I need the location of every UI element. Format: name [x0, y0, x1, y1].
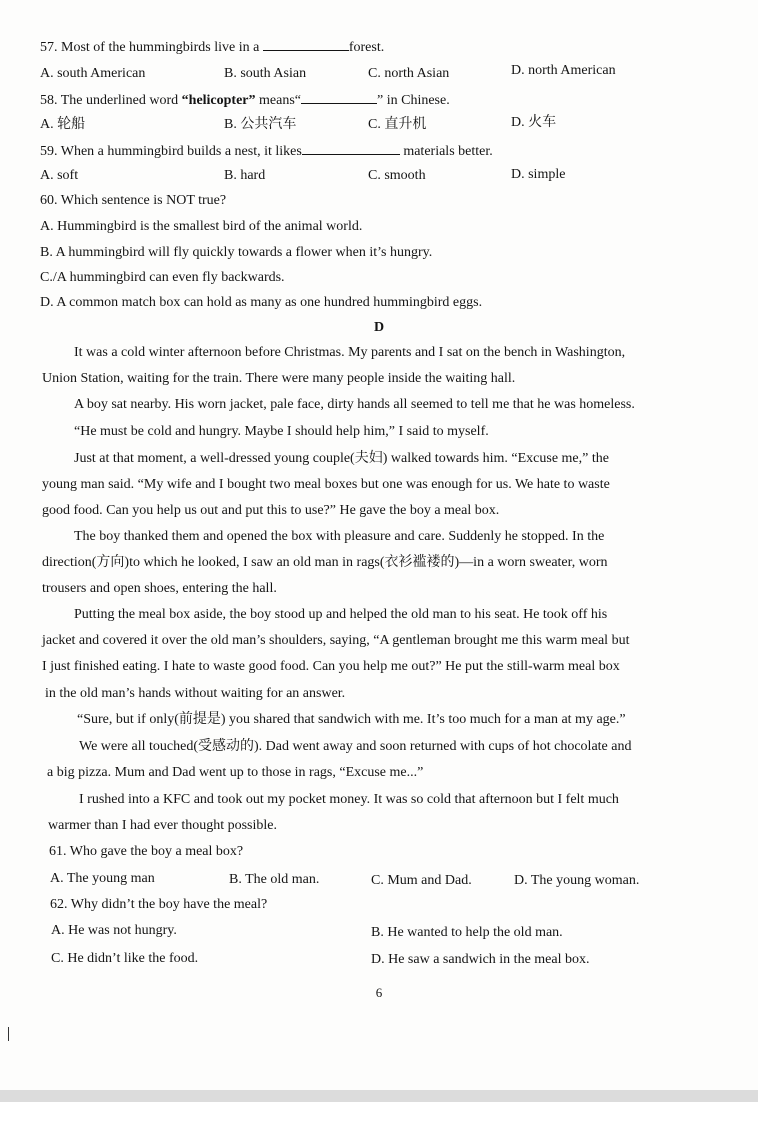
question-57-option-b: B. south Asian: [224, 66, 307, 81]
answer-blank: [263, 38, 349, 51]
question-61-stem: 61. Who gave the boy a meal box?: [49, 844, 244, 859]
question-62-stem: 62. Why didn’t the boy have the meal?: [50, 897, 268, 912]
passage-line: Just at that moment, a well-dressed young couple(夫妇) walked towards him. “Excuse me,” the: [74, 451, 609, 466]
passage-line: direction(方向)to which he looked, I saw an old man in rags(衣衫褴褛的)—in a worn sweater, worn: [42, 555, 608, 570]
passage-line: A boy sat nearby. His worn jacket, pale face, dirty hands all seemed to tell me that he was homeless.: [74, 397, 635, 412]
passage-line: We were all touched(受感动的). Dad went away and soon returned with cups of hot chocolate and: [79, 739, 632, 754]
question-59-option-c: C. smooth: [368, 168, 426, 183]
passage-line: in the old man’s hands without waiting for an answer.: [45, 686, 346, 701]
passage-line: I rushed into a KFC and took out my pocket money. It was so cold that afternoon but I felt much: [79, 792, 619, 807]
question-59-option-a: A. soft: [40, 168, 79, 183]
question-62-option-d: D. He saw a sandwich in the meal box.: [371, 952, 590, 967]
question-59-option-b: B. hard: [224, 168, 266, 183]
passage-line: “He must be cold and hungry. Maybe I should help him,” I said to myself.: [74, 424, 489, 439]
question-60-option-c: C./A hummingbird can even fly backwards.: [40, 270, 285, 285]
question-58-option-c: C. 直升机: [368, 117, 427, 132]
question-57-stem-end: forest.: [348, 40, 385, 55]
question-58-stem: [40, 91, 450, 110]
margin-mark: [8, 1027, 9, 1041]
viewer-scrollbar-track[interactable]: [0, 1090, 758, 1102]
question-61-option-a: A. The young man: [50, 871, 155, 886]
question-57-option-d: D. north American: [511, 63, 616, 78]
question-57-option-c: C. north Asian: [368, 66, 450, 81]
passage-line: Union Station, waiting for the train. There were many people inside the waiting hall.: [42, 371, 516, 386]
passage-line: good food. Can you help us out and put this to use?” He gave the boy a meal box.: [42, 503, 500, 518]
question-61-option-c: C. Mum and Dad.: [371, 873, 472, 888]
question-58-option-d: D. 火车: [511, 115, 557, 130]
passage-line: “Sure, but if only(前提是) you shared that sandwich with me. It’s too much for a man at my age.”: [77, 712, 626, 727]
viewer-bottom-area: [0, 1102, 758, 1141]
question-58-option-a: A. 轮船: [40, 117, 86, 132]
question-62-option-a: A. He was not hungry.: [51, 923, 177, 938]
answer-blank: [302, 142, 400, 155]
question-58-stem-middle: means“: [255, 93, 302, 108]
question-57-option-a: A. south American: [40, 66, 146, 81]
passage-line: Putting the meal box aside, the boy stood up and helped the old man to his seat. He took off his: [74, 607, 608, 622]
question-62-option-c: C. He didn’t like the food.: [51, 951, 199, 966]
passage-line: young man said. “My wife and I bought two meal boxes but one was enough for us. We hate to waste: [42, 477, 610, 492]
question-57-stem-start: 57. Most of the hummingbirds live in a: [40, 40, 263, 55]
passage-line: warmer than I had ever thought possible.: [48, 818, 277, 833]
question-60-option-a: A. Hummingbird is the smallest bird of the animal world.: [40, 219, 363, 234]
question-59-stem-end: materials better.: [399, 144, 493, 159]
passage-line: The boy thanked them and opened the box with pleasure and care. Suddenly he stopped. In the: [74, 529, 605, 544]
question-62-option-b: B. He wanted to help the old man.: [371, 925, 563, 940]
answer-blank: [301, 91, 377, 104]
question-60-option-d: D. A common match box can hold as many as one hundred hummingbird eggs.: [40, 295, 483, 310]
question-58-option-b: B. 公共汽车: [224, 117, 297, 132]
question-58-stem-end: ” in Chinese.: [377, 93, 450, 108]
passage-line: trousers and open shoes, entering the hall.: [42, 581, 277, 596]
question-61-option-d: D. The young woman.: [514, 873, 640, 888]
passage-line: I just finished eating. I hate to waste good food. Can you help me out?” He put the still-warm meal box: [42, 659, 620, 674]
question-59-stem-start: 59. When a hummingbird builds a nest, it likes: [40, 144, 302, 159]
question-61-option-b: B. The old man.: [229, 872, 320, 887]
section-heading: D: [373, 320, 385, 335]
page-number: 6: [375, 985, 383, 1000]
question-57-stem: [40, 38, 384, 57]
question-58-underlined-word: “helicopter”: [181, 93, 256, 108]
question-60-option-b: B. A hummingbird will fly quickly towards a flower when it’s hungry.: [40, 245, 433, 260]
question-60-stem: 60. Which sentence is NOT true?: [40, 193, 227, 208]
passage-line: It was a cold winter afternoon before Christmas. My parents and I sat on the bench in Washington,: [74, 345, 626, 360]
question-59-stem: [40, 142, 493, 161]
passage-line: a big pizza. Mum and Dad went up to those in rags, “Excuse me...”: [47, 765, 424, 780]
question-58-stem-start: 58. The underlined word: [40, 93, 182, 108]
question-59-option-d: D. simple: [511, 167, 566, 182]
passage-line: jacket and covered it over the old man’s shoulders, saying, “A gentleman brought me this warm meal but: [42, 633, 630, 648]
